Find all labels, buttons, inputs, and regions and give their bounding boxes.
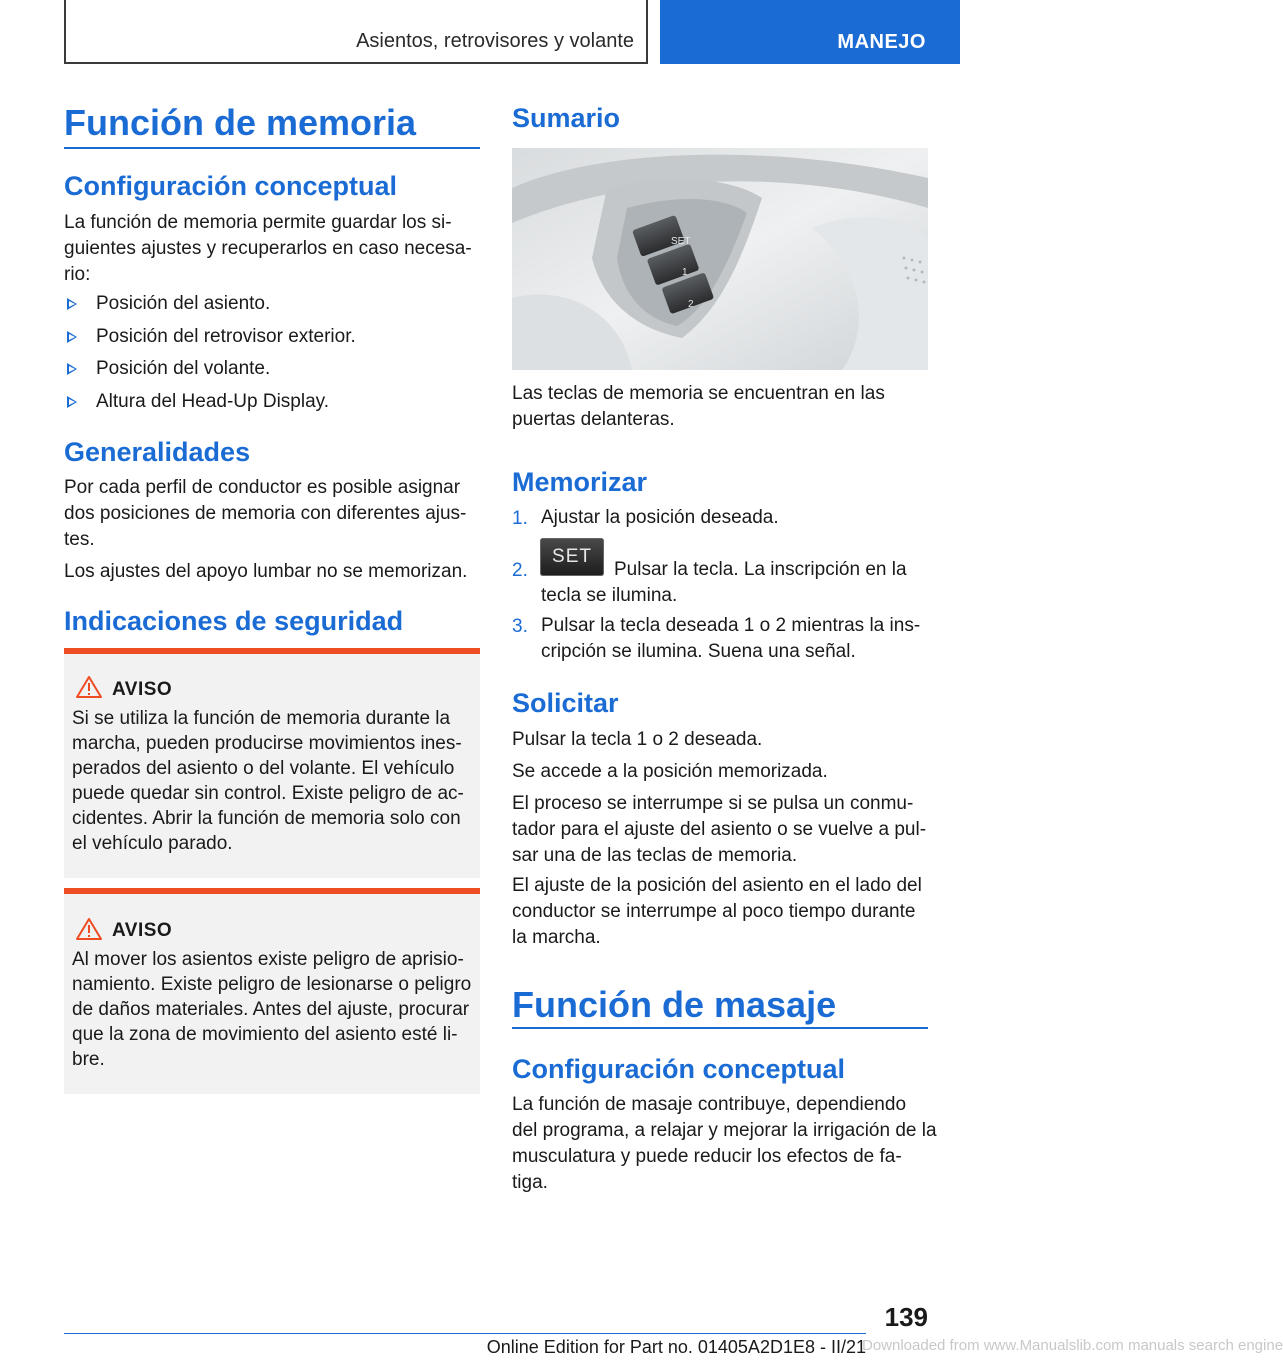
- notice-text: [72, 706, 476, 856]
- text-line: tes.: [64, 529, 95, 550]
- step-number: 1.: [512, 508, 528, 529]
- text-line: puede quedar sin control. Existe peligro de ac-: [72, 783, 464, 804]
- text-line: La función de memoria permite guardar los si-: [64, 212, 452, 233]
- text-line: guientes ajustes y recuperarlos en caso necesa-: [64, 238, 472, 259]
- watermark: Downloaded from www.Manualslib.com manuals search engine: [862, 1337, 1283, 1354]
- general-heading: Generalidades: [64, 437, 251, 467]
- warning-notice: [64, 888, 480, 1094]
- text-line: El proceso se interrumpe si se pulsa un conmu-: [512, 793, 914, 814]
- text-line: sar una de las teclas de memoria.: [512, 845, 798, 866]
- text-line: La función de masaje contribuye, dependiendo: [512, 1094, 907, 1115]
- photo-caption: [512, 381, 885, 433]
- set-key-icon: SET: [540, 538, 604, 576]
- text-line: marcha, pueden producirse movimientos ines-: [72, 733, 462, 754]
- text-line: perados del asiento o del volante. El vehículo: [72, 758, 455, 779]
- step-text: Pulsar la tecla. La inscripción en la: [614, 559, 907, 580]
- warning-bar: [64, 888, 480, 894]
- warning-bar: [64, 648, 480, 654]
- text-line: dos posiciones de memoria con diferentes ajus-: [64, 503, 467, 524]
- solicitar-p2: Se accede a la posición memorizada.: [512, 761, 828, 782]
- key-set-label: SET: [671, 236, 691, 247]
- memorizar-heading: Memorizar: [512, 467, 648, 497]
- header-section-title: Asientos, retrovisores y volante: [356, 30, 634, 52]
- header-tab-label: MANEJO: [837, 31, 926, 53]
- solicitar-p4: [512, 873, 922, 951]
- step-text: tecla se ilumina.: [541, 585, 678, 606]
- text-line: de daños materiales. Antes del ajuste, procurar: [72, 999, 470, 1020]
- text-line: musculatura y puede reducir los efectos de fa-: [512, 1146, 902, 1167]
- general-text: [64, 475, 466, 553]
- heading-rule: [64, 147, 480, 149]
- sumario-heading: Sumario: [512, 103, 621, 133]
- text-line: del programa, a relajar y mejorar la irrigación de la: [512, 1120, 937, 1141]
- door-panel-image: [512, 148, 928, 370]
- notice-title: AVISO: [112, 679, 173, 700]
- config-heading: Configuración conceptual: [64, 171, 398, 201]
- text-line: Si se utiliza la función de memoria durante la: [72, 708, 451, 729]
- text-line: que la zona de movimiento del asiento esté li-: [72, 1024, 458, 1045]
- massage-config-heading: Configuración conceptual: [512, 1054, 846, 1084]
- footer-edition: Online Edition for Part no. 01405A2D1E8 - II/21: [486, 1337, 866, 1357]
- solicitar-heading: Solicitar: [512, 688, 619, 718]
- text-line: Al mover los asientos existe peligro de aprisio-: [72, 949, 464, 970]
- key-2-label: 2: [688, 299, 694, 310]
- step-text: [541, 613, 920, 665]
- config-text: [64, 210, 472, 288]
- massage-function-heading: Función de masaje: [512, 984, 837, 1025]
- text-line: bre.: [72, 1049, 105, 1070]
- text-line: namiento. Existe peligro de lesionarse o peligro: [72, 974, 472, 995]
- heading-rule: [512, 1027, 928, 1029]
- text-line: Pulsar la tecla deseada 1 o 2 mientras la ins-: [541, 615, 921, 636]
- massage-text: [512, 1092, 937, 1196]
- key-1-label: 1: [682, 267, 688, 278]
- page-number: 139: [884, 1302, 928, 1332]
- step-number: 2.: [512, 560, 528, 581]
- bullet-triangle-icon: [67, 363, 77, 375]
- bullet-triangle-icon: [67, 298, 77, 310]
- footer-rule: [64, 1333, 866, 1334]
- bullet-triangle-icon: [67, 396, 77, 408]
- memory-buttons-photo: [512, 148, 928, 370]
- safety-heading: Indicaciones de seguridad: [64, 606, 404, 636]
- lumbar-note: Los ajustes del apoyo lumbar no se memorizan.: [64, 561, 468, 582]
- text-line: cripción se ilumina. Suena una señal.: [541, 641, 856, 662]
- notice-text: [72, 947, 476, 1072]
- text-line: Por cada perfil de conductor es posible asignar: [64, 477, 461, 498]
- warning-triangle-icon: [76, 918, 102, 940]
- step-number: 3.: [512, 616, 528, 637]
- text-line: conductor se interrumpe al poco tiempo durante: [512, 901, 916, 922]
- text-line: rio:: [64, 264, 91, 285]
- text-line: El ajuste de la posición del asiento en el lado del: [512, 875, 922, 896]
- text-line: tiga.: [512, 1172, 548, 1193]
- text-line: puertas delanteras.: [512, 409, 675, 430]
- text-line: la marcha.: [512, 927, 601, 948]
- warning-notice: [64, 648, 480, 878]
- warning-triangle-icon: [76, 676, 102, 698]
- text-line: tador para el ajuste del asiento o se vuelve a pul-: [512, 819, 927, 840]
- solicitar-p3: [512, 791, 926, 869]
- step-text: Ajustar la posición deseada.: [541, 507, 779, 528]
- text-line: Las teclas de memoria se encuentran en las: [512, 383, 885, 404]
- bullet-triangle-icon: [67, 331, 77, 343]
- notice-title: AVISO: [112, 920, 173, 941]
- solicitar-p1: Pulsar la tecla 1 o 2 deseada.: [512, 729, 763, 750]
- text-line: cidentes. Abrir la función de memoria solo con: [72, 808, 461, 829]
- memory-function-heading: Función de memoria: [64, 102, 417, 143]
- text-line: el vehículo parado.: [72, 833, 233, 854]
